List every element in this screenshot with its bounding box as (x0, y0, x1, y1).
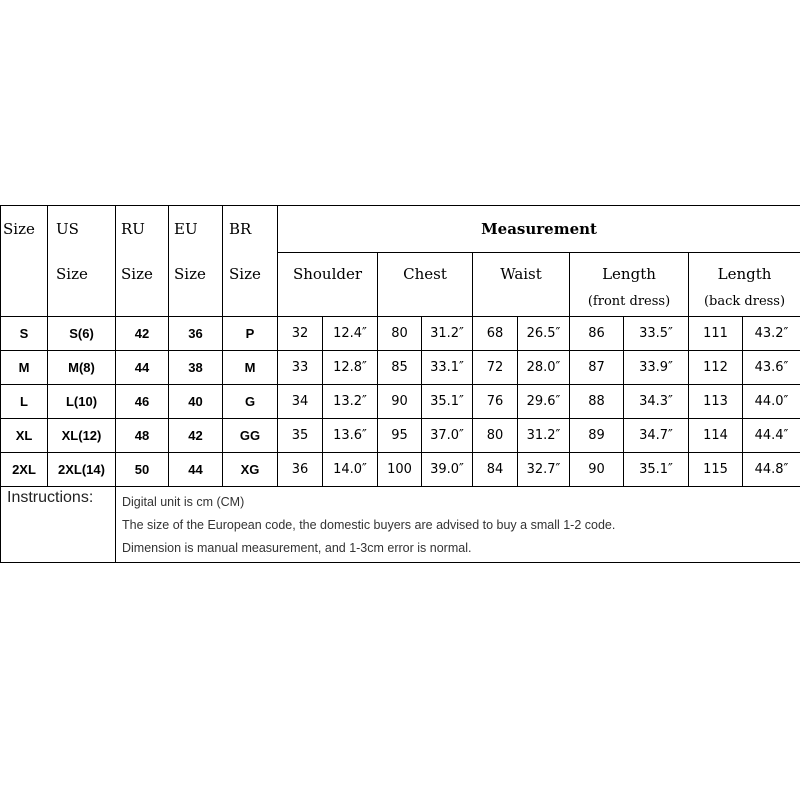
shoulder-in-cell: 12.8″ (323, 351, 378, 385)
table-row (1, 317, 800, 351)
shoulder-in-cell: 12.4″ (323, 317, 378, 351)
back-length-in-cell: 44.8″ (743, 453, 800, 487)
back-length-in-cell: 44.4″ (743, 419, 800, 453)
back-length-in-cell: 43.2″ (743, 317, 800, 351)
shoulder-in-cell: 13.6″ (323, 419, 378, 453)
header-row-1 (1, 206, 800, 253)
header-br-size-label: Size (229, 265, 261, 283)
front-length-in-cell: 35.1″ (624, 453, 689, 487)
front-length-in-cell: 34.7″ (624, 419, 689, 453)
br-size-cell: M (223, 351, 278, 385)
front-length-cm-cell: 86 (570, 317, 624, 351)
br-size-cell: P (223, 317, 278, 351)
waist-cm-cell: 76 (473, 385, 518, 419)
header-size (1, 206, 48, 317)
eu-size-cell: 40 (169, 385, 223, 419)
header-br (223, 206, 278, 317)
eu-size-cell: 42 (169, 419, 223, 453)
header-eu-label: EU (174, 220, 198, 238)
chest-in-cell: 37.0″ (422, 419, 473, 453)
header-us (48, 206, 116, 317)
back-length-cm-cell: 115 (689, 453, 743, 487)
waist-in-cell: 29.6″ (518, 385, 570, 419)
waist-cm-cell: 72 (473, 351, 518, 385)
header-shoulder (278, 253, 378, 317)
table-row (1, 385, 800, 419)
instruction-line-2: The size of the European code, the domestic buyers are advised to buy a small 1-2 code. (122, 518, 616, 532)
header-length-front-note: (front dress) (587, 294, 671, 309)
back-length-cm-cell: 114 (689, 419, 743, 453)
header-length-back (689, 253, 800, 317)
instruction-line-3: Dimension is manual measurement, and 1-3cm error is normal. (122, 541, 472, 555)
chest-in-cell: 39.0″ (422, 453, 473, 487)
size-table (0, 205, 800, 563)
waist-cm-cell: 68 (473, 317, 518, 351)
front-length-in-cell: 34.3″ (624, 385, 689, 419)
header-waist (473, 253, 570, 317)
table-row (1, 351, 800, 385)
chest-in-cell: 35.1″ (422, 385, 473, 419)
front-length-cm-cell: 88 (570, 385, 624, 419)
header-chest (378, 253, 473, 317)
shoulder-cm-cell: 33 (278, 351, 323, 385)
chest-in-cell: 31.2″ (422, 317, 473, 351)
front-length-in-cell: 33.5″ (624, 317, 689, 351)
back-length-cm-cell: 112 (689, 351, 743, 385)
chest-in-cell: 33.1″ (422, 351, 473, 385)
table-row (1, 453, 800, 487)
us-size-cell: L(10) (48, 385, 116, 419)
header-ru-size-label: Size (121, 265, 153, 283)
eu-size-cell: 44 (169, 453, 223, 487)
instructions-label: Instructions: (7, 489, 94, 506)
chest-cm-cell: 95 (378, 419, 422, 453)
shoulder-in-cell: 14.0″ (323, 453, 378, 487)
size-chart (0, 205, 800, 563)
header-ru-label: RU (121, 220, 145, 238)
back-length-cm-cell: 111 (689, 317, 743, 351)
waist-in-cell: 26.5″ (518, 317, 570, 351)
chest-cm-cell: 90 (378, 385, 422, 419)
back-length-in-cell: 44.0″ (743, 385, 800, 419)
shoulder-cm-cell: 32 (278, 317, 323, 351)
us-size-cell: 2XL(14) (48, 453, 116, 487)
header-length-back-note: (back dress) (703, 294, 786, 309)
header-shoulder-label: Shoulder (292, 265, 363, 283)
instructions-label-cell (1, 487, 116, 563)
instructions-row (1, 487, 800, 563)
instruction-line-1: Digital unit is cm (CM) (122, 495, 245, 509)
front-length-cm-cell: 90 (570, 453, 624, 487)
size-cell: S (1, 317, 48, 351)
ru-size-cell: 48 (116, 419, 169, 453)
header-br-label: BR (229, 220, 252, 238)
header-length-back-label: Length (717, 265, 772, 283)
chest-cm-cell: 100 (378, 453, 422, 487)
header-size-label: Size (3, 220, 35, 238)
chest-cm-cell: 85 (378, 351, 422, 385)
shoulder-cm-cell: 34 (278, 385, 323, 419)
eu-size-cell: 38 (169, 351, 223, 385)
header-us-label: US (56, 220, 79, 238)
us-size-cell: XL(12) (48, 419, 116, 453)
instructions-text (116, 487, 800, 563)
header-length-front (570, 253, 689, 317)
chest-cm-cell: 80 (378, 317, 422, 351)
waist-in-cell: 31.2″ (518, 419, 570, 453)
back-length-cm-cell: 113 (689, 385, 743, 419)
front-length-cm-cell: 87 (570, 351, 624, 385)
shoulder-cm-cell: 35 (278, 419, 323, 453)
waist-in-cell: 28.0″ (518, 351, 570, 385)
header-eu-size-label: Size (174, 265, 206, 283)
shoulder-cm-cell: 36 (278, 453, 323, 487)
eu-size-cell: 36 (169, 317, 223, 351)
table-row (1, 419, 800, 453)
ru-size-cell: 42 (116, 317, 169, 351)
br-size-cell: GG (223, 419, 278, 453)
front-length-in-cell: 33.9″ (624, 351, 689, 385)
us-size-cell: M(8) (48, 351, 116, 385)
header-length-front-label: Length (602, 265, 656, 283)
br-size-cell: XG (223, 453, 278, 487)
waist-cm-cell: 80 (473, 419, 518, 453)
ru-size-cell: 46 (116, 385, 169, 419)
us-size-cell: S(6) (48, 317, 116, 351)
waist-in-cell: 32.7″ (518, 453, 570, 487)
header-us-size-label: Size (56, 265, 88, 283)
header-waist-label: Waist (500, 265, 542, 283)
header-chest-label: Chest (403, 265, 447, 283)
size-rows (1, 317, 800, 487)
shoulder-in-cell: 13.2″ (323, 385, 378, 419)
size-cell: XL (1, 419, 48, 453)
header-measurement: Measurement (278, 206, 800, 253)
size-cell: 2XL (1, 453, 48, 487)
back-length-in-cell: 43.6″ (743, 351, 800, 385)
br-size-cell: G (223, 385, 278, 419)
front-length-cm-cell: 89 (570, 419, 624, 453)
ru-size-cell: 50 (116, 453, 169, 487)
ru-size-cell: 44 (116, 351, 169, 385)
header-ru (116, 206, 169, 317)
size-cell: M (1, 351, 48, 385)
size-cell: L (1, 385, 48, 419)
header-eu (169, 206, 223, 317)
waist-cm-cell: 84 (473, 453, 518, 487)
